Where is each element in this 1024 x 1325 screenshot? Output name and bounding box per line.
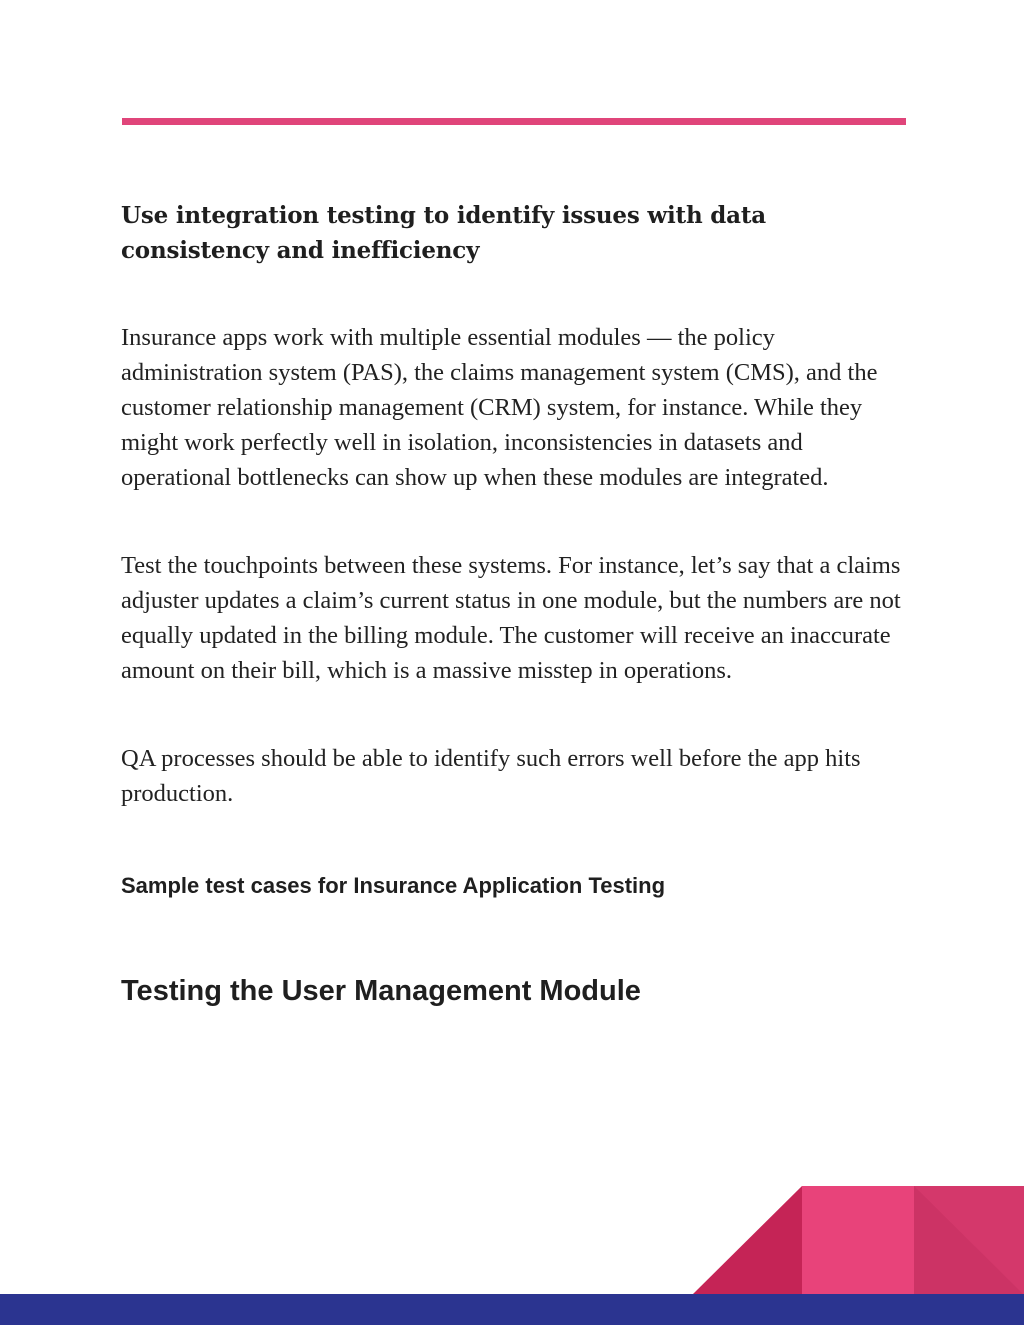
paragraph: Test the touchpoints between these systems. For instance, let’s say that a claims adjuster updates a claim’s current status in one module, but the numbers are not equally updated in the billing module. The customer will receive an inaccurate amount on their bill, which is a massive misstep in operations. [121, 552, 901, 684]
top-accent-rule [122, 118, 906, 125]
footer-bar [0, 1294, 1024, 1325]
paragraph: Insurance apps work with multiple essential modules — the policy administration system (PAS), the claims management system (CMS), and the customer relationship management (CRM) system, for instance. While they might work perfectly well in isolation, inconsistencies in datasets and operational bottlenecks can show up when these modules are integrated. [121, 324, 878, 491]
paragraph: QA processes should be able to identify such errors well before the app hits production. [121, 745, 861, 807]
module-heading: Testing the User Management Module [121, 975, 641, 1007]
corner-block-mid [802, 1186, 914, 1295]
corner-block-shade [914, 1186, 1024, 1295]
corner-triangle-dark [692, 1186, 802, 1295]
page-content [121, 198, 911, 1011]
corner-block-light [914, 1186, 1024, 1295]
sub-heading: Sample test cases for Insurance Application Testing [121, 873, 666, 898]
section-heading: Use integration testing to identify issues with data consistency and inefficiency [121, 202, 766, 264]
